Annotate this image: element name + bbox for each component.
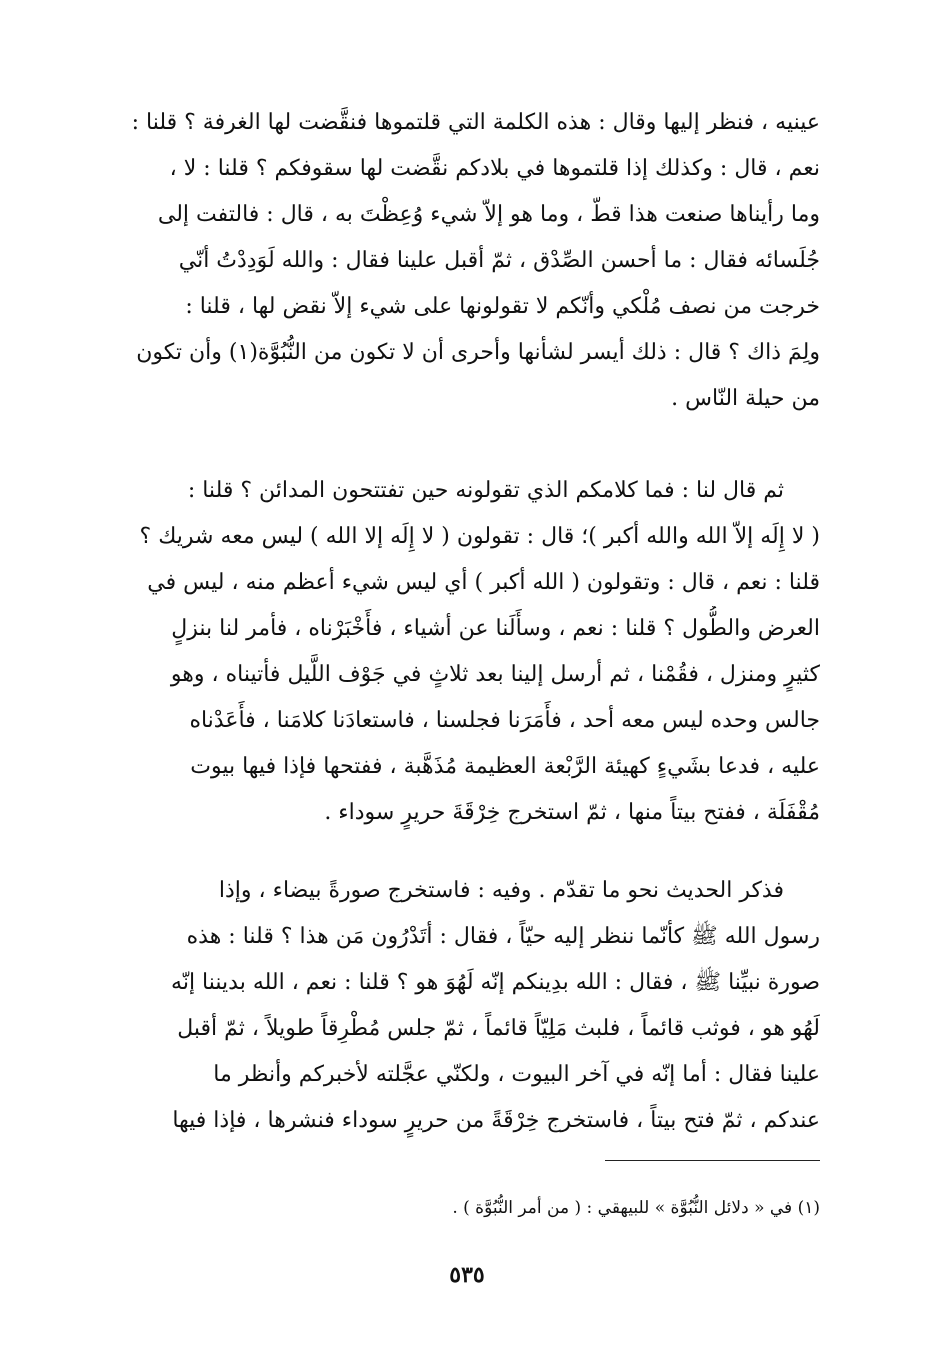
text-line: وما رأيناها صنعت هذا قطّ ، وما هو إلاّ شيء وُعِظْتَ به ، قال : فالتفت إلى	[157, 202, 820, 227]
text-line: ولِمَ ذاك ؟ قال : ذلك أيسر لشأنها وأحرى أن لا تكون من النُّبُوَّة(١) وأن تكون	[136, 340, 820, 365]
text-line: لَهُو هو ، فوثب قائماً ، فلبث مَلِيّاً قائماً ، ثمّ جلس مُطْرِقاً طويلاً ، ثمّ أقبل	[177, 1016, 820, 1041]
text-line: من حيلة النّاس .	[671, 386, 820, 411]
text-line: فذكر الحديث نحو ما تقدّم . وفيه : فاستخرج صورةً بيضاء ، وإذا	[218, 878, 784, 903]
text-line: نعم ، قال : وكذلك إذا قلتموها في بلادكم نقَّضت لها سقوفكم ؟ قلنا : لا ،	[169, 156, 820, 181]
page-number: ٥٣٥	[449, 1262, 485, 1288]
text-line: ثم قال لنا : فما كلامكم الذي تقولونه حين تفتتحون المدائن ؟ قلنا :	[187, 478, 784, 503]
text-line: علينا فقال : أما إنّه في آخر البيوت ، ولكنّي عجَّلته لأخبركم وأنظر ما	[213, 1062, 820, 1087]
text-line: عينيه ، فنظر إليها وقال : هذه الكلمة التي قلتموها فنقَّضت لها الغرفة ؟ قلنا :	[131, 110, 820, 135]
text-line: كثيرٍ ومنزل ، فقُمْنا ، ثم أرسل إلينا بعد ثلاثٍ في جَوْف اللَّيل فأتيناه ، وهو	[170, 662, 820, 687]
paragraph-2	[110, 468, 820, 836]
text-line: عليه ، فدعا بشَيءٍ كهيئة الرَّبْعة العظيمة مُذَهَّبة ، ففتحها فإذا فيها بيوت	[190, 754, 820, 779]
text-line: جُلَسائه فقال : ما أحسن الصِّدْق ، ثمّ أقبل علينا فقال : والله لَوَدِدْتُ أنّي	[178, 248, 820, 273]
text-line: صورة نبيِّنا ﷺ ، فقال : الله بدِينكم إنّه لَهُوَ هو ؟ قلنا : نعم ، الله بديننا إنّه	[171, 970, 820, 995]
text-line: رسول الله ﷺ كأنّما ننظر إليه حيّاً ، فقال : أتَدْرُون مَن هذا ؟ قلنا : هذه	[186, 924, 820, 949]
paragraph-1	[110, 100, 820, 422]
footnote-divider	[605, 1160, 820, 1161]
text-line: العرض والطُّول ؟ قلنا : نعم ، وسأَلَنا عن أشياء ، فأَخْبَرْناه ، فأمر لنا بنزلٍ	[171, 616, 820, 641]
text-line: قلنا : نعم ، قال : وتقولون ( الله أكبر ) أي ليس شيء أعظم منه ، ليس في	[147, 570, 820, 595]
footnote: (١) في « دلائل النُّبُوَّة » للبيهقي : ( من أمر النُّبُوَّة ) .	[452, 1198, 820, 1218]
text-line: ( لا إِلَه إلاّ الله والله أكبر )؛ قال : تقولون ( لا إِلَه إلا الله ) ليس معه شريك ؟	[139, 524, 820, 549]
text-line: مُقْفَلَة ، ففتح بيتاً منها ، ثمّ استخرج خِرْقَةَ حريرٍ سوداء .	[324, 800, 820, 825]
text-line: جالس وحده ليس معه أحد ، فأَمَرَنا فجلسنا ، فاستعادَنا كلامَنا ، فأَعَدْناه	[189, 708, 820, 733]
text-line: عندكم ، ثمّ فتح بيتاً ، فاستخرج خِرْقَةً من حريرٍ سوداء فنشرها ، فإذا فيها	[172, 1108, 820, 1133]
paragraph-3	[110, 868, 820, 1144]
text-line: خرجت من نصف مُلْكي وأنّكم لا تقولونها على شيء إلاّ نقض لها ، قلنا :	[185, 294, 820, 319]
